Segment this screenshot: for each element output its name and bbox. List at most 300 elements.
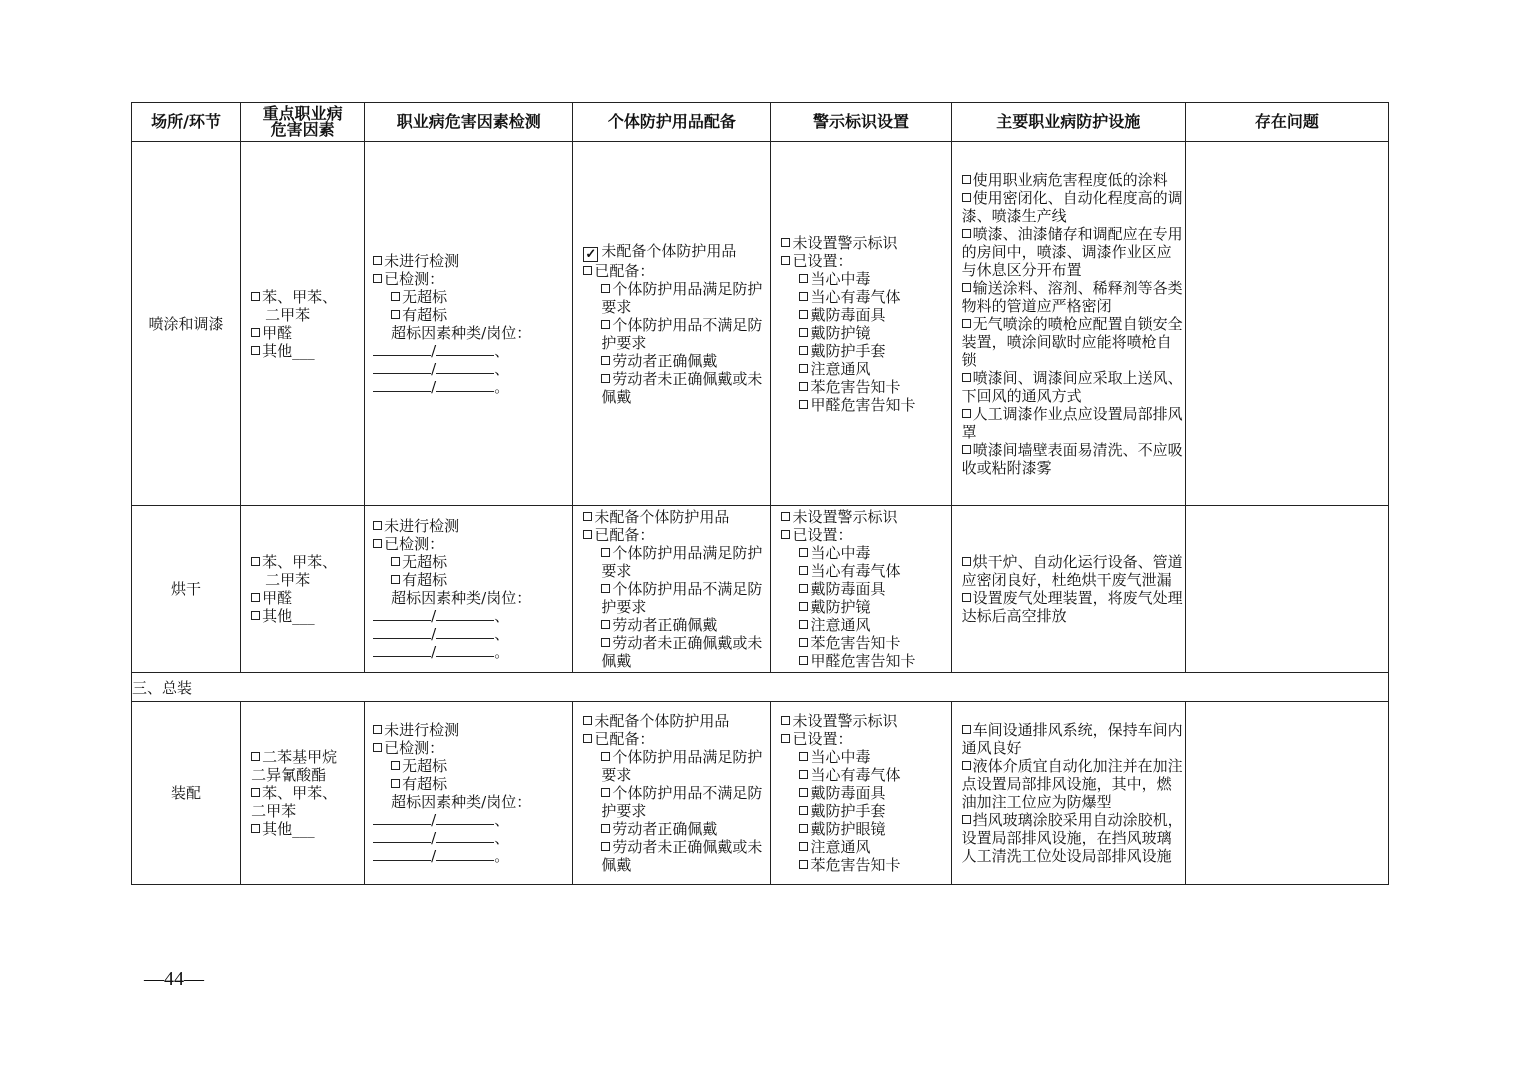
punct: 。 [494,643,510,661]
facilities-list [952,551,1185,627]
punct: 。 [494,847,510,865]
not-tested-option [373,252,570,270]
checkbox-label: 个体防护用品满足防护要求 [601,544,763,580]
checkbox-icon[interactable] [799,364,808,373]
header-signs: 警示标识设置 [771,103,951,142]
checkbox-icon[interactable]: ✓ [583,247,598,262]
table-row [132,506,1389,673]
checkbox-icon[interactable] [601,824,610,833]
checkbox-label: 其他___ [262,341,315,360]
checkbox-icon[interactable] [583,716,592,725]
checkbox-label: 已检测： [384,535,445,553]
signs-list [771,232,950,416]
factors-cell [241,506,365,673]
checkbox-label: 甲醛 [262,323,293,342]
checkbox-label: 其他___ [262,607,315,625]
checkbox-icon[interactable] [583,734,592,743]
worn-correct-option [583,616,768,634]
blank-line[interactable] [373,362,431,374]
checkbox-icon[interactable] [799,638,808,647]
facility-item [962,405,1183,441]
facilities-list [952,719,1185,867]
checkbox-icon[interactable] [799,656,808,665]
checkbox-icon[interactable] [962,193,971,202]
checkbox-label: 无气喷涂的喷枪应配置自锁安全装置，喷涂间歇时应能将喷枪自锁 [961,314,1183,369]
detection-cell [365,702,573,885]
slash: / [431,643,437,661]
checkbox-icon[interactable] [601,788,610,797]
header-issues: 存在问题 [1185,103,1388,142]
sign-item [781,748,948,766]
checkbox-icon[interactable] [799,860,808,869]
checkbox-label: 劳动者未正确佩戴或未佩戴 [601,634,763,670]
factor-formaldehyde [251,589,362,607]
checkbox-icon[interactable] [781,734,790,743]
factor-benzene [251,288,362,306]
blank-line[interactable] [436,344,494,356]
checkbox-label: 使用密闭化、自动化程度高的调漆、喷漆生产线 [961,188,1183,225]
checkbox-icon[interactable] [391,292,400,301]
punct: 、 [494,811,510,829]
checkbox-icon[interactable] [962,557,971,566]
blank-line[interactable] [436,627,494,639]
checkbox-icon[interactable] [799,400,808,409]
sign-item [781,544,948,562]
checkbox-label: 戴防护镜 [810,323,871,342]
ppe-cell [573,506,771,673]
checkbox-icon[interactable] [601,320,610,329]
blank-line[interactable] [436,813,494,825]
blank-line[interactable] [436,380,494,392]
checkbox-label: 劳动者未正确佩戴或未佩戴 [601,369,763,406]
checkbox-icon[interactable] [601,752,610,761]
factor-formaldehyde [251,324,362,342]
checkbox-icon[interactable] [799,806,808,815]
section-row [132,673,1389,702]
checkbox-icon[interactable] [601,356,610,365]
factors-list [241,551,364,627]
checkbox-icon[interactable] [799,770,808,779]
exceed-blank-row [373,625,570,643]
checkbox-label: 未设置警示标识 [792,233,898,252]
checkbox-icon[interactable] [962,445,971,454]
checkbox-icon[interactable] [799,548,808,557]
blank-line[interactable] [373,831,431,843]
ppe-list [573,240,770,408]
place-label: 装配 [171,784,202,802]
place-cell [132,506,241,673]
facility-item [962,553,1183,589]
signs-none-option [781,234,948,252]
checkbox-icon[interactable] [373,256,382,265]
checkbox-icon[interactable] [799,566,808,575]
checkbox-icon[interactable] [962,373,971,382]
checkbox-label: 喷漆、油漆储存和调配应在专用的房间中，喷漆、调漆作业区应与休息区分开布置 [961,224,1183,279]
blank-line[interactable] [373,813,431,825]
blank-line[interactable] [373,344,431,356]
checkbox-icon[interactable] [391,557,400,566]
checkbox-label: 已配备： [594,730,655,748]
blank-line[interactable] [373,380,431,392]
sign-item [781,784,948,802]
checkbox-icon[interactable] [799,274,808,283]
header-detection: 职业病危害因素检测 [365,103,573,142]
issues-cell[interactable] [1185,506,1388,673]
checkbox-label: 个体防护用品满足防护要求 [601,748,763,784]
ppe-meets-option [583,544,768,580]
checkbox-label: 输送涂料、溶剂、稀释剂等各类物料的管道应严格密闭 [961,278,1183,315]
facility-item [962,279,1183,315]
exceed-blank-row [373,829,570,847]
checkbox-icon[interactable] [799,346,808,355]
checkbox-icon[interactable] [781,512,790,521]
sign-item [781,598,948,616]
exceed-blank-row [373,643,570,661]
checkbox-icon[interactable] [799,310,808,319]
signs-cell [771,702,951,885]
ppe-equipped-option [583,526,768,544]
checkbox-label: 戴防护镜 [810,598,871,616]
inspection-table [131,102,1389,885]
checkbox-label: 已检测： [384,739,445,757]
checkbox-icon[interactable] [781,238,790,247]
factor-cont: 二甲苯 [265,571,311,589]
sign-item [781,802,948,820]
not-tested-option [373,517,570,535]
checkbox-icon[interactable] [373,743,382,752]
checkbox-icon[interactable] [601,548,610,557]
checkbox-icon[interactable] [583,266,592,275]
checkbox-label: 当心有毒气体 [810,562,901,580]
checkbox-icon[interactable] [583,512,592,521]
checkbox-icon[interactable] [962,175,971,184]
blank-line[interactable] [373,849,431,861]
facility-item [962,189,1183,225]
worn-incorrect-option [583,370,768,406]
checkbox-label: 车间设通排风系统，保持车间内通风良好 [961,721,1183,757]
checkbox-label: 设置废气处理装置，将废气处理达标后高空排放 [961,589,1183,625]
factors-list [241,746,364,840]
signs-cell [771,142,951,506]
checkbox-icon[interactable] [251,346,260,355]
checkbox-label: 喷漆间、调漆间应采取上送风、下回风的通风方式 [961,368,1183,405]
blank-line[interactable] [436,645,494,657]
issues-cell[interactable] [1185,142,1388,506]
checkbox-icon[interactable] [601,620,610,629]
facilities-cell [951,142,1185,506]
not-tested-option [373,721,570,739]
checkbox-label: 液体介质宜自动化加注并在加注点设置局部排风设施，其中，燃油加注工位应为防爆型 [961,757,1183,811]
checkbox-label: 戴防毒面具 [810,305,886,324]
header-factors: 重点职业病 危害因素 [241,103,365,142]
checkbox-icon[interactable] [962,319,971,328]
facilities-list [952,169,1185,479]
punct: 、 [494,359,510,378]
checkbox-label: 未配备个体防护用品 [594,712,730,730]
detection-cell [365,506,573,673]
detection-list [365,719,572,867]
worn-correct-option [583,352,768,370]
factors-cell [241,702,365,885]
tested-option [373,270,570,288]
checkbox-label: 戴防毒面具 [810,580,886,598]
exceed-type-label: 超标因素种类/岗位： [391,793,532,811]
checkbox-icon[interactable] [781,530,790,539]
facility-item [962,721,1183,757]
exceed-blank-row [373,811,570,829]
checkbox-icon[interactable] [962,229,971,238]
blank-line[interactable] [436,849,494,861]
checkbox-label: 注意通风 [810,359,871,378]
factor-benzene [251,784,362,802]
detection-list [365,250,572,398]
factor-other [251,607,362,625]
checkbox-icon[interactable] [251,611,260,620]
checkbox-label: 二苯基甲烷 [262,748,338,766]
ppe-none-option [583,508,768,526]
checkbox-icon[interactable] [601,284,610,293]
ppe-not-meets-option [583,316,768,352]
checkbox-icon[interactable] [251,557,260,566]
blank-line[interactable] [373,645,431,657]
place-label: 喷涂和调漆 [148,314,224,333]
checkbox-icon[interactable] [251,292,260,301]
facility-item [962,811,1183,865]
signs-list [771,506,950,672]
checkbox-label: 苯危害告知卡 [810,634,901,652]
factor-cont: 二甲苯 [251,802,297,820]
facility-item [962,589,1183,625]
checkbox-icon[interactable] [601,638,610,647]
checkbox-icon[interactable] [799,382,808,391]
checkbox-label: 个体防护用品满足防护要求 [601,279,763,316]
checkbox-label: 未进行检测 [384,517,460,535]
signs-set-option [781,252,948,270]
slash: / [431,359,437,378]
checkbox-icon[interactable] [799,292,808,301]
place-label: 烘干 [171,580,202,598]
checkbox-label: 烘干炉、自动化运行设备、管道应密闭良好，杜绝烘干废气泄漏 [961,553,1183,589]
checkbox-icon[interactable] [251,593,260,602]
exceed-blank-row [373,360,570,378]
checkbox-label: 戴防护手套 [810,341,886,360]
no-exceed-option [373,288,570,306]
checkbox-icon[interactable] [373,274,382,283]
checkbox-label: 戴防毒面具 [810,784,886,802]
checkbox-icon[interactable] [251,328,260,337]
slash: / [431,625,437,643]
place-cell [132,702,241,885]
exceed-blank-row [373,342,570,360]
checkbox-icon[interactable] [391,761,400,770]
factor-other [251,342,362,360]
blank-line[interactable] [436,831,494,843]
checkbox-label: 劳动者未正确佩戴或未佩戴 [601,838,763,874]
checkbox-label: 戴防护眼镜 [810,820,886,838]
slash: / [431,607,437,625]
checkbox-label: 当心中毒 [810,544,871,562]
checkbox-label: 未设置警示标识 [792,712,898,730]
facilities-cell [951,702,1185,885]
checkbox-icon[interactable] [799,620,808,629]
checkbox-label: 苯、甲苯、 [262,784,338,802]
exceed-type-label: 超标因素种类/岗位： [391,323,532,342]
checkbox-label: 未设置警示标识 [792,508,898,526]
issues-cell[interactable] [1185,702,1388,885]
checkbox-label: 劳动者正确佩戴 [612,820,718,838]
place-cell [132,142,241,506]
checkbox-icon[interactable] [799,824,808,833]
header-ppe: 个体防护用品配备 [573,103,771,142]
checkbox-icon[interactable] [391,575,400,584]
sign-item [781,378,948,396]
checkbox-icon[interactable] [962,815,971,824]
checkbox-icon[interactable] [799,788,808,797]
checkbox-label: 已配备： [594,526,655,544]
checkbox-label: 个体防护用品不满足防护要求 [601,580,763,616]
tested-option [373,739,570,757]
checkbox-label: 甲醛 [262,589,293,607]
blank-line[interactable] [373,627,431,639]
worn-incorrect-option [583,838,768,874]
factor-benzene [251,553,362,571]
checkbox-icon[interactable] [781,256,790,265]
signs-set-option [781,526,948,544]
exceed-option [373,571,570,589]
checkbox-label: 当心有毒气体 [810,287,901,306]
blank-line[interactable] [436,362,494,374]
checkbox-icon[interactable] [391,779,400,788]
sign-item [781,766,948,784]
checkbox-icon[interactable] [391,310,400,319]
punct: 、 [494,829,510,847]
checkbox-icon[interactable] [583,530,592,539]
factor-mdi [251,748,362,766]
checkbox-label: 已配备： [594,261,655,280]
sign-item [781,856,948,874]
checkbox-label: 个体防护用品不满足防护要求 [601,315,763,352]
facilities-cell [951,506,1185,673]
checkbox-label: 有超标 [402,305,448,324]
sign-item [781,838,948,856]
checkbox-icon[interactable] [962,593,971,602]
checkbox-label: 当心中毒 [810,269,871,288]
sign-item [781,652,948,670]
checkbox-label: 个体防护用品不满足防护要求 [601,784,763,820]
checkbox-label: 当心中毒 [810,748,871,766]
checkbox-label: 人工调漆作业点应设置局部排风罩 [961,404,1183,441]
punct: 、 [494,341,510,360]
ppe-none-option [583,712,768,730]
ppe-none-option [583,242,768,262]
checkbox-icon[interactable] [373,725,382,734]
blank-line[interactable] [373,609,431,621]
signs-none-option [781,712,948,730]
checkbox-icon[interactable] [799,328,808,337]
facility-item [962,315,1183,369]
checkbox-label: 劳动者正确佩戴 [612,351,718,370]
checkbox-label: 有超标 [402,571,448,589]
slash: / [431,847,437,865]
checkbox-icon[interactable] [781,716,790,725]
checkbox-icon[interactable] [962,761,971,770]
checkbox-label: 苯、甲苯、 [262,553,338,571]
checkbox-label: 挡风玻璃涂胶采用自动涂胶机，设置局部排风设施，在挡风玻璃人工清洗工位处设局部排风设施 [961,811,1183,865]
checkbox-icon[interactable] [251,788,260,797]
checkbox-label: 未进行检测 [384,721,460,739]
checkbox-label: 已设置： [792,730,853,748]
checkbox-icon[interactable] [601,842,610,851]
factor-other [251,820,362,838]
exceed-option [373,775,570,793]
checkbox-label: 无超标 [402,287,448,306]
checkbox-label: 未配备个体防护用品 [594,508,730,526]
checkbox-icon[interactable] [799,584,808,593]
signs-cell [771,506,951,673]
detection-cell [365,142,573,506]
sign-item [781,360,948,378]
checkbox-icon[interactable] [251,824,260,833]
slash: / [431,377,437,396]
checkbox-label: 甲醛危害告知卡 [810,395,916,414]
checkbox-icon[interactable] [373,539,382,548]
table-row [132,142,1389,506]
punct: 。 [494,377,510,396]
blank-line[interactable] [436,609,494,621]
checkbox-icon[interactable] [601,584,610,593]
no-exceed-option [373,757,570,775]
sign-item [781,342,948,360]
table-row [132,702,1389,885]
checkbox-icon[interactable] [799,842,808,851]
exceed-blank-row [373,607,570,625]
section-label: 三、总装 [132,673,1389,702]
punct: 、 [494,607,510,625]
checkbox-label: 戴防护手套 [810,802,886,820]
facility-item [962,757,1183,811]
checkbox-label: 喷漆间墙壁表面易清洗、不应吸收或粘附漆雾 [961,440,1183,477]
worn-correct-option [583,820,768,838]
sign-item [781,616,948,634]
header-facilities: 主要职业病防护设施 [951,103,1185,142]
checkbox-icon[interactable] [962,409,971,418]
checkbox-label: 无超标 [402,553,448,571]
factor-cont: 二异氰酸酯 [251,766,327,784]
checkbox-icon[interactable] [799,602,808,611]
facility-item [962,171,1183,189]
exceed-option [373,306,570,324]
sign-item [781,562,948,580]
checkbox-icon[interactable] [962,283,971,292]
tested-option [373,535,570,553]
checkbox-icon[interactable] [799,752,808,761]
checkbox-label: 苯、甲苯、 [262,287,338,306]
checkbox-label: 已设置： [792,251,853,270]
checkbox-icon[interactable] [251,752,260,761]
exceed-type-label: 超标因素种类/岗位： [391,589,532,607]
checkbox-icon[interactable] [962,725,971,734]
slash: / [431,341,437,360]
checkbox-label: 无超标 [402,757,448,775]
checkbox-label: 有超标 [402,775,448,793]
checkbox-icon[interactable] [601,374,610,383]
page-number: —44— [144,968,204,990]
checkbox-icon[interactable] [373,521,382,530]
checkbox-label: 使用职业病危害程度低的涂料 [972,170,1168,189]
ppe-meets-option [583,748,768,784]
checkbox-label: 未进行检测 [384,251,460,270]
detection-list [365,515,572,663]
